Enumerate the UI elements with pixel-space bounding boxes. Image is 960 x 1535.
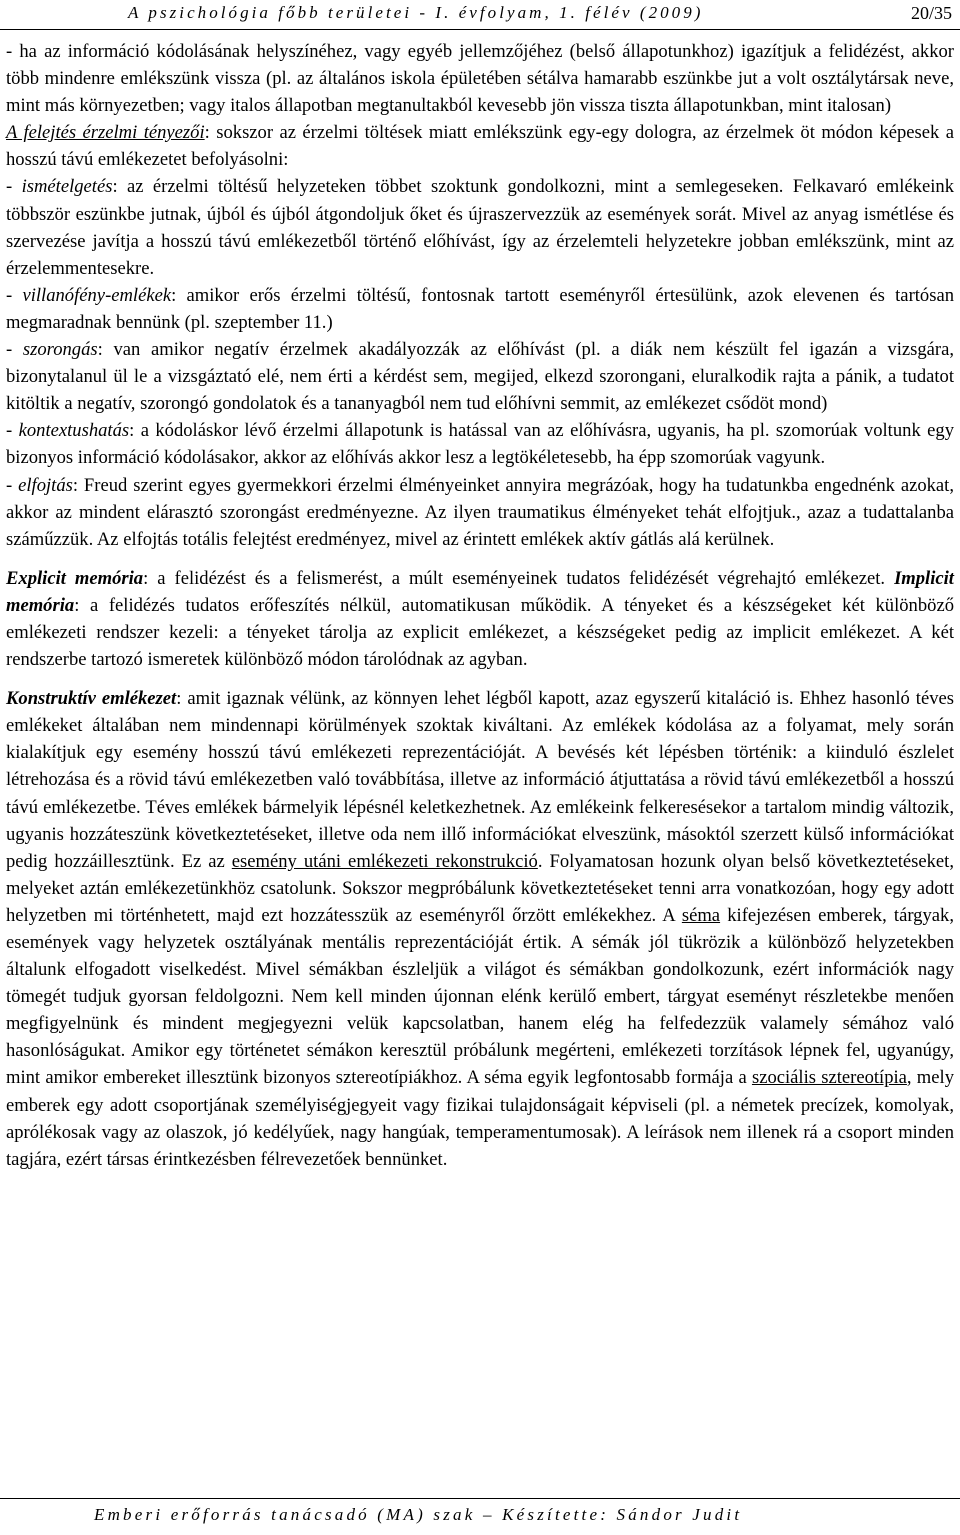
list-item-anxiety: - szorongás: van amikor negatív érzelmek akadályozzák az előhívást (pl. a diák nem készült fel igazán a vizsgára, bizonytalanul ül le a vizsgáztató elé, nem érti a kérdést sem, megijed, elkezd szorongani, eluralkodik rajta a pánik, a tudatot kitöltik a negatív, szorongó gondolatok és a tananyagból nem tud előhívni semmit, az emlékezet csődöt mond) [6, 339, 954, 415]
list-item-rehearsal: - ismételgetés: az érzelmi töltésű helyzeteken többet szoktunk gondolkozni, mint a semlegeseken. Felkavaró emlékeink többször eszünkbe jutnak, újból és újból átgondoljuk őket és újraszervezzük az események sorát. Mivel az anyag ismétlése és szervezése javítja a hosszú távú emlékezetből történő előhívást, így az érzelemteli helyzetekre jobban emlékszünk, mint az érzelemmentesekre. [6, 176, 955, 279]
document-body [6, 38, 954, 1173]
term-schema: séma [681, 904, 721, 926]
footer-text: Emberi erőforrás tanácsadó (MA) szak – Készítette: Sándor Judit [94, 1505, 743, 1524]
paragraph-emotional-factors: A felejtés érzelmi tényezői: sokszor az érzelmi töltések miatt emlékszünk egy-egy dologra, az érzelmek öt módon képesek a hosszú távú emlékezetet befolyásolni: [6, 122, 954, 171]
page-number: 20/35 [910, 3, 952, 23]
paragraph-gap [6, 553, 954, 565]
list-item-context-effect: - kontextushatás: a kódoláskor lévő érzelmi állapotunk is hatással van az előhívásra, ugyanis, ha pl. szomorúak voltunk egy bizonyos információ kódolásakor, akkor az előhívás akkor lesz a legtökéletesebb, ha épp szomorúak vagyunk. [6, 420, 954, 469]
page-footer [0, 1498, 960, 1529]
paragraph-explicit-implicit: Explicit memória: a felidézést és a felismerést, a múlt eseményeinek tudatos felidézését végrehajtó emlékezet. Implicit memória: a felidézés tudatos erőfeszítés nélkül, automatikusan működik. A tényeket és a készségeket két különböző emlékezeti rendszer kezeli: a tényeket tárolja az explicit emlékezet, a készségeket pedig az implicit emlékezet. A két rendszerbe tartozó ismeretek különböző módon tárolódnak az agyban. [6, 567, 954, 671]
term-social-stereotype: szociális sztereotípia [751, 1067, 907, 1089]
term-implicit-memory: Implicit memória [6, 567, 954, 616]
term-post-event-reconstruction: esemény utáni emlékezeti rekonstrukció [231, 850, 538, 872]
term-anxiety: szorongás [22, 339, 98, 361]
header-title: A pszichológia főbb területei - I. évfolyam, 1. félév (2009) [128, 3, 704, 22]
term-repression: elfojtás [18, 474, 73, 496]
term-rehearsal: ismételgetés [21, 176, 113, 198]
term-context-effect: kontextushatás [18, 420, 130, 442]
paragraph-constructive-memory: Konstruktív emlékezet: amit igaznak vélünk, az könnyen lehet légből kapott, azaz egyszerű kitaláció is. Ehhez hasonló téves emlékeket általában nem mindennapi körülmények szoktak kiváltani. Az emlékek kódolása az a folyamat, mely során kialakítjuk egy esemény hosszú távú emlékezeti reprezentációját. A bevésés két lépésben történik: a kiinduló észlelet létrehozása és a rövid távú emlékezetben való továbbítása, illetve az információ átjuttatása a rövid távú emlékezetből a hosszú távú emlékezetbe. Téves emlékek bármelyik lépésnél keletkezhetnek. Az emlékeink felkeresésekor a tartalom mindig változik, ugyanis hozzáteszünk következtetéseket, illetve oda nem illő információkat elveszünk, másoktól szerzett külső információkat pedig hozzáillesztünk. Ez az esemény utáni emlékezeti rekonstrukció. Folyamatosan hozunk olyan belső következtetéseket, melyeket aztán emlékezetünkhöz csatolunk. Sokszor megpróbálunk következtetéseket tenni arra vonatkozóan, hogy egy adott helyzetben mi történhetett, majd ezt hozzátesszük az eseményről őrzött emlékekhez. A séma kifejezésen emberek, tárgyak, események vagy helyzetek osztályának mentális reprezentációját értik. A sémák jól tükrözik a különböző helyzetekben általunk elfogadott viselkedést. Mivel sémákban észleljük a világot és sémákban gondolkozunk, ezért információk nagy tömegét tudjuk gyorsan feldolgozni. Nem kell minden újonnan elénk kerülő embert, tárgyat eseményt részletekbe menően megfigyelnünk és mindent megjegyezni velük kapcsolatban, hanem elég ha felfedezzük valamely sémához való hasonlóságukat. Amikor egy történetet sémákon keresztül próbálunk megérteni, emlékezeti torzítások lépnek fel, ugyanúgy, mint amikor embereket illesztünk bizonyos sztereotípiákhoz. A séma egyik legfontosabb formája a szociális sztereotípia, mely emberek egy adott csoportjának személyiségjegyeit vagy fizikai tulajdonságait képviseli (pl. a németek precízek, komolyak, aprólékosak vagy az olaszok, jó kedélyűek, nagy hangúak, temperamentumosak). A leírások nem illenek rá a csoport minden tagjára, ezért társas érintkezésben félrevezetőek bennünket. [6, 688, 954, 1170]
term-flashbulb: villanófény-emlékek [22, 284, 172, 306]
page-header [0, 3, 960, 30]
term-constructive-memory: Konstruktív emlékezet [6, 688, 177, 710]
paragraph-gap [6, 673, 954, 685]
paragraph-context-recall: - ha az információ kódolásának helyszínéhez, vagy egyéb jellemzőjéhez (belső állapotunkhoz) igazítjuk a felidézést, akkor több mindenre emlékszünk vissza (pl. az általános iskola épületében sétálva hamarabb eszünkbe jut a volt osztálytársak neve, mint más környezetben; vagy italos állapotban megtanultakból kevesebb jön vissza tiszta állapotunkban, mint italosan) [6, 41, 954, 117]
list-item-flashbulb: - villanófény-emlékek: amikor erős érzelmi töltésű, fontosnak tartott eseményről értesülünk, azok elevenen és tartósan megmaradnak bennünk (pl. szeptember 11.) [6, 284, 955, 333]
list-item-repression: - elfojtás: Freud szerint egyes gyermekkori érzelmi élményeinket annyira megrázóak, hogy ha tudatunkba engednénk azokat, akkor az mindent elárasztó szorongást eredményezne. Az ilyen traumatikus élményeket tehát elfojtjuk., azaz a tudattalanba száműzzük. Az elfojtás totális felejtést eredményez, mivel az érintett emlékek aktív gátlás alá kerülnek. [6, 474, 954, 550]
term-explicit-memory: Explicit memória [6, 567, 144, 589]
term-emotional-factors: A felejtés érzelmi tényezői [6, 122, 205, 144]
